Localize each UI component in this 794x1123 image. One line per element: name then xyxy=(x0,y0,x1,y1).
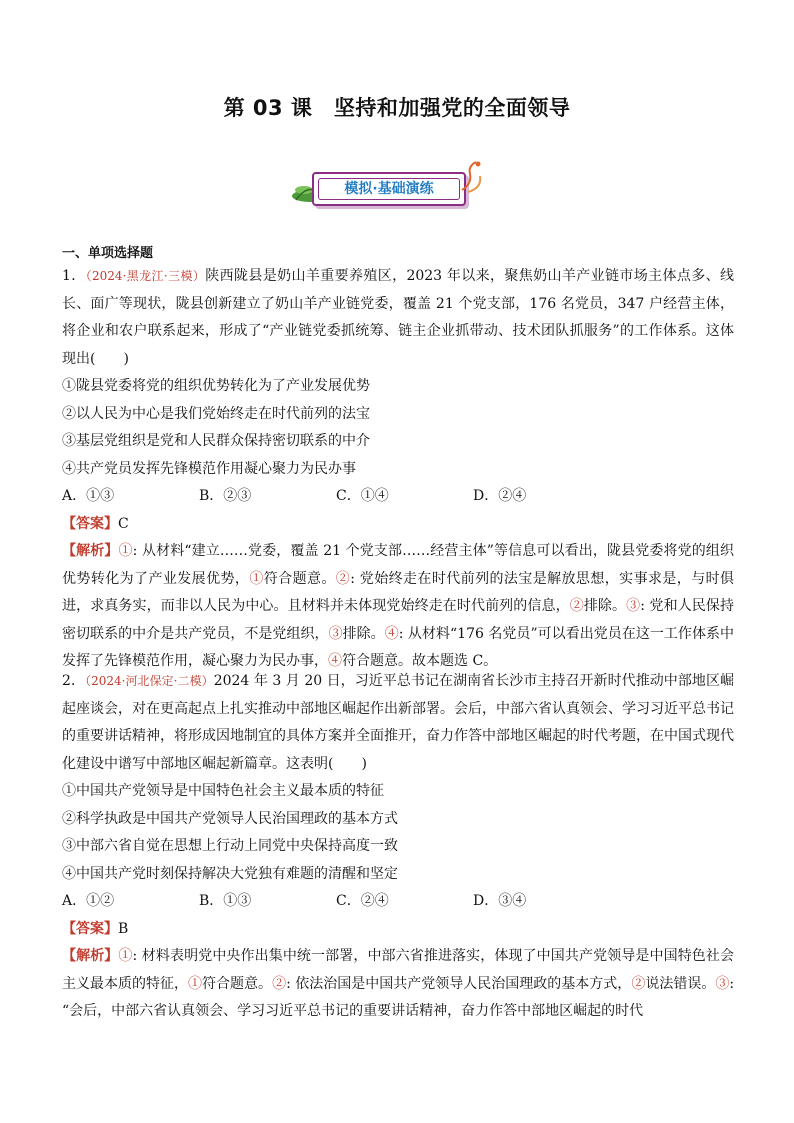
answer-label: 【答案】 xyxy=(62,920,118,937)
option-statement: ③中部六省自觉在思想上行动上同党中央保持高度一致 xyxy=(62,838,398,854)
option-statement: ②科学执政是中国共产党领导人民治国理政的基本方式 xyxy=(62,810,398,827)
choice-d: D．②④ xyxy=(473,488,527,504)
question-1 xyxy=(62,263,734,676)
choice-a: A．①② xyxy=(62,893,115,909)
option-statement: ④共产党员发挥先锋模范作用凝心聚力为民办事 xyxy=(62,460,356,477)
choice-a: A．①③ xyxy=(62,488,115,504)
question-2 xyxy=(62,668,734,1026)
choice-b: B．①③ xyxy=(199,893,252,909)
choice-d: D．③④ xyxy=(473,893,527,909)
answer-value: B xyxy=(118,920,129,937)
answer-choices xyxy=(62,888,734,916)
option-statement: ④中国共产党时刻保持解决大党独有难题的清醒和坚定 xyxy=(62,865,398,882)
question-stem: 2．（2024·河北保定·二模）2024 年 3 月 20 日，习近平总书记在湖南省长沙市主持召开新时代推动中部地区崛起座谈会，对在更高起点上扎实推动中部地区崛起作出新部署。会后，中部六省认真领会、学习习近平总书记的重要讲话精神，将形成因地制宜的具体方案并全面推开，奋力作答中部地区崛起的时代考题，在中国式现代化建设中谱写中部地区崛起新篇章。这表明( ) xyxy=(62,673,734,772)
section-banner xyxy=(290,160,500,214)
question-stem: 1．（2024·黑龙江·三模）陕西陇县是奶山羊重要养殖区，2023 年以来，聚焦奶山羊产业链市场主体点多、线长、面广等现状，陇县创新建立了奶山羊产业链党委，覆盖 21 个党支部，176 名党员，347 户经营主体，将企业和农户联系起来，形成了“产业链党委抓统筹、链主企业抓带动、技术团队抓服务”的工作体系。这体现出( ) xyxy=(62,268,734,367)
question-source: （2024·河北保定·二模） xyxy=(85,674,214,688)
analysis-label: 【解析】 xyxy=(62,948,119,964)
option-statement: ①中国共产党领导是中国特色社会主义最本质的特征 xyxy=(62,783,384,799)
analysis-label: 【解析】 xyxy=(62,543,119,559)
analysis-text: 【解析】①: 材料表明党中央作出集中统一部署，中部六省推进落实，体现了中国共产党领导是中国特色社会主义最本质的特征，①符合题意。②: 依法治国是中国共产党领导人民治国理政的基本方式，②说法错误。③: “会后，中部六省认真领会、学习习近平总书记的重要讲话精神，奋力作答中部地区崛起的时代 xyxy=(62,948,735,1019)
option-statement: ③基层党组织是党和人民群众保持密切联系的中介 xyxy=(62,433,370,449)
answer-line xyxy=(62,916,734,944)
choice-b: B．②③ xyxy=(199,488,252,504)
banner-label: 模拟·基础演练 xyxy=(344,181,434,197)
banner-frame xyxy=(312,172,466,206)
analysis-text: 【解析】①: 从材料“建立……党委，覆盖 21 个党支部……经营主体”等信息可以看出，陇县党委将党的组织优势转化为了产业发展优势，①符合题意。②: 党始终走在时代前列的法宝是解放思想，实事求是，与时俱进，求真务实，而非以人民为中心。且材料并未体现党始终走在时代前列的信息，②排除。③: 党和人民保持密切联系的中介是共产党员，不是党组织，③排除。④: 从材料“176 名党员”可以看出党员在这一工作体系中发挥了先锋模范作用，凝心聚力为民办事，④符合题意。故本题选 C。 xyxy=(62,543,735,669)
answer-value: C xyxy=(118,515,129,532)
question-source: （2024·黑龙江·三模） xyxy=(85,269,206,283)
answer-label: 【答案】 xyxy=(62,515,118,532)
choice-c: C．①④ xyxy=(336,488,389,504)
option-statement: ②以人民为中心是我们党始终走在时代前列的法宝 xyxy=(62,405,370,422)
section-heading: 一、单项选择题 xyxy=(62,246,154,261)
answer-choices xyxy=(62,483,734,511)
choice-c: C．②④ xyxy=(336,893,389,909)
swirl-decoration-icon xyxy=(458,160,492,196)
option-statement: ①陇县党委将党的组织优势转化为了产业发展优势 xyxy=(62,378,370,394)
page-title: 第 03 课 坚持和加强党的全面领导 xyxy=(223,96,571,120)
answer-line xyxy=(62,511,734,539)
